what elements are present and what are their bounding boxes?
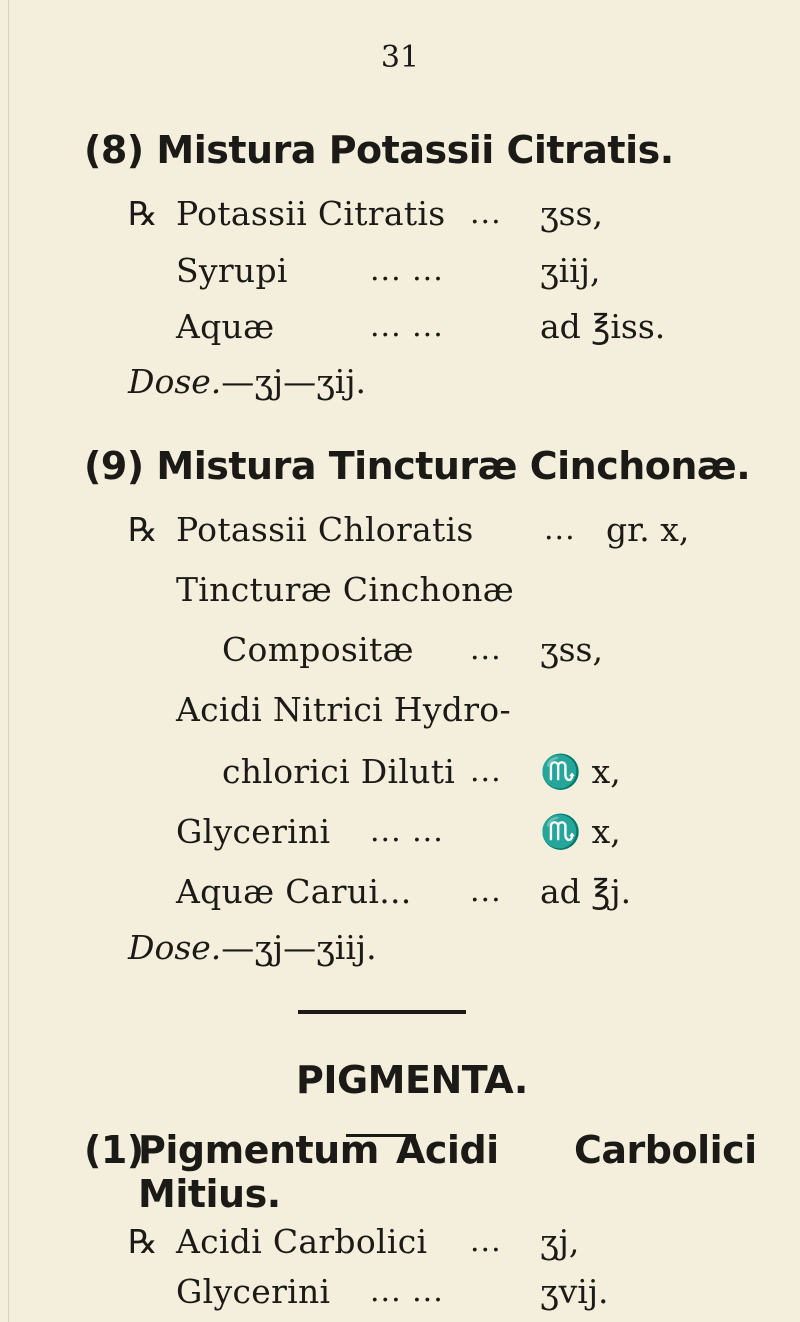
ingredient-quantity: ʒiij, [540, 251, 601, 290]
ingredient-name: Syrupi [176, 251, 288, 290]
dose-label: Dose. [128, 362, 222, 401]
ingredient-quantity: ♏ x, [540, 812, 621, 851]
ingredient-name: Glycerini [176, 1272, 331, 1311]
leader-dots: ... ... [370, 1274, 444, 1309]
leader-dots: ... [470, 874, 502, 909]
ingredient-name: Aquæ Carui... [176, 872, 412, 911]
recipe-9-title: (9) Mistura Tincturæ Cinchonæ. [84, 444, 751, 488]
title-word: Carbolici [574, 1128, 757, 1172]
rx-symbol: ℞ [128, 194, 158, 233]
leader-dots: ... [544, 512, 576, 547]
title-number: (1) [84, 1128, 144, 1172]
leader-dots: ... ... [370, 814, 444, 849]
ingredient-quantity: ♏ x, [540, 752, 621, 791]
leader-dots: ... ... [370, 309, 444, 344]
dose-value: —ʒj—ʒiij. [221, 928, 377, 967]
ingredient-name: Potassii Chloratis [176, 510, 474, 549]
section-divider [298, 1010, 466, 1014]
ingredient-quantity: ʒss, [540, 194, 603, 233]
section-title: PIGMENTA. [296, 1058, 528, 1102]
ingredient-quantity: ad ℥j. [540, 872, 632, 911]
ingredient-quantity: gr. x, [606, 510, 690, 549]
ingredient-quantity: ʒj, [540, 1222, 580, 1261]
leader-dots: ... [470, 632, 502, 667]
ingredient-name: Aquæ [176, 307, 275, 346]
ingredient-name: Acidi Carbolici [176, 1222, 428, 1261]
ingredient-name: chlorici Diluti [222, 752, 456, 791]
title-word: Pigmentum [138, 1128, 379, 1172]
dose-line [128, 362, 366, 401]
recipe-8-title: (8) Mistura Potassii Citratis. [84, 128, 674, 172]
ingredient-quantity: ʒss, [540, 630, 603, 669]
leader-dots: ... [470, 754, 502, 789]
title-word: Acidi [396, 1128, 499, 1172]
page-edge-shadow [8, 0, 9, 1322]
ingredient-name: Compositæ [222, 630, 414, 669]
dose-value: —ʒj—ʒij. [221, 362, 367, 401]
ingredient-quantity: ʒvij. [540, 1272, 609, 1311]
dose-label: Dose. [128, 928, 222, 967]
rx-symbol: ℞ [128, 510, 158, 549]
leader-dots: ... ... [370, 253, 444, 288]
page-number: 31 [380, 40, 420, 75]
leader-dots: ... [470, 196, 502, 231]
leader-dots: ... [470, 1224, 502, 1259]
pigment-1-title-line2: Mitius. [138, 1172, 281, 1216]
ingredient-name: Glycerini [176, 812, 331, 851]
ingredient-name: Tincturæ Cinchonæ [176, 570, 515, 609]
rx-symbol: ℞ [128, 1222, 158, 1261]
ingredient-name: Acidi Nitrici Hydro- [176, 690, 511, 729]
dose-line [128, 928, 377, 967]
ingredient-name: Potassii Citratis [176, 194, 446, 233]
ingredient-quantity: ad ℥iss. [540, 307, 666, 346]
